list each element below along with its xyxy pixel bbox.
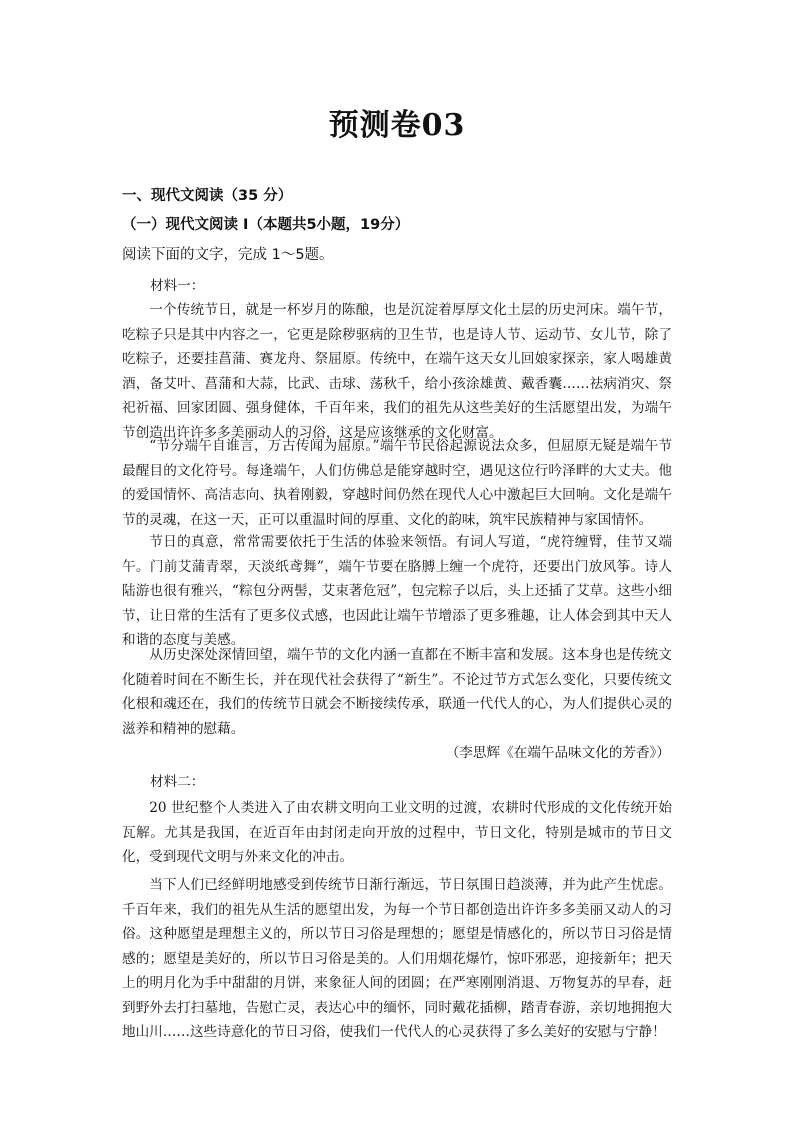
material-one-paragraph-3: 节日的真意，常常需要依托于生活的体验来领悟。有词人写道，“虎符缠臂，佳节又端午。门前艾蒲青翠，天淡纸鸢舞”，端午节要在胳膊上缠一个虎符，还要出门放风筝。诗人陆游也很有雅兴，“粽包分两髻，艾束著危冠”，包完粽子以后，头上还插了艾草。这些小细节，让日常的生活有了更多仪式感，也因此让端午节增添了更多雅趣，让人体会到其中天人和谐的态度与美感。 [122,534,672,648]
reading-instruction: 阅读下面的文字，完成 1～5题。 [122,247,334,263]
material-one-source: （李思辉《在端午品味文化的芳香》） [445,745,670,761]
page-title: 预测卷03 [328,108,466,143]
material-one-paragraph-2: “节分端午自谁言，万古传闻为屈原。”端午节民俗起源说法众多，但屈原无疑是端午节最醒目的文化符号。每逢端午，人们仿佛总是能穿越时空，遇见这位行吟泽畔的大丈夫。他的爱国情怀、高洁志向、执着刚毅，穿越时间仍然在现代人心中激起巨大回响。文化是端午节的灵魂，在这一天，正可以重温时间的厚重、文化的韵味，筑牢民族精神与家国情怀。 [122,438,672,528]
material-one-paragraph-1: 一个传统节日，就是一杯岁月的陈酿，也是沉淀着厚厚文化土层的历史河床。端午节，吃粽子只是其中内容之一，它更是除秽驱病的卫生节，也是诗人节、运动节、女儿节，除了吃粽子，还要挂菖蒲、赛龙舟、祭屈原。传统中，在端午这天女儿回娘家探亲，家人喝雄黄酒，备艾叶、菖蒲和大蒜，比武、击球、荡秋千，给小孩涂雄黄、戴香囊……祛病消灾、祭祀祈福、回家团圆、强身健体，千百年来，我们的祖先从这些美好的生活愿望出发，为端午节创造出许许多多美丽动人的习俗，这是应该继承的文化财富。 [122,302,672,441]
material-one-label: 材料一： [150,278,205,294]
material-two-paragraph-2: 当下人们已经鲜明地感受到传统节日渐行渐远，节日氛围日趋淡薄，并为此产生忧虑。千百年来，我们的祖先从生活的愿望出发，为每一个节日都创造出许许多多美丽又动人的习俗。这种愿望是理想主义的，所以节日习俗是理想的；愿望是情感化的，所以节日习俗是情感的；愿望是美好的，所以节日习俗是美的。人们用烟花爆竹，惊吓邪恶，迎接新年；把天上的明月化为手中甜甜的月饼，来象征人间的团圆；在严寒刚刚消退、万物复苏的早春，赶到野外去打扫墓地，告慰亡灵，表达心中的缅怀，同时戴花插柳，踏青春游，亲切地拥抱大地山川……这些诗意化的节日习俗，使我们一代代人的心灵获得了多么美好的安慰与宁静！ [122,877,672,1040]
subsection-heading: （一）现代文阅读 I（本题共5小题，19分） [122,217,410,233]
material-two-label: 材料二： [150,774,205,790]
material-two-paragraph-1: 20 世纪整个人类进入了由农耕文明向工业文明的过渡，农耕时代形成的文化传统开始瓦解。尤其是我国，在近百年由封闭走向开放的过程中，节日文化，特别是城市的节日文化，受到现代文明与外来文化的冲击。 [122,800,672,865]
material-one-paragraph-4: 从历史深处深情回望，端午节的文化内涵一直都在不断丰富和发展。这本身也是传统文化随着时间在不断生长，并在现代社会获得了“新生”。不论过节方式怎么变化，只要传统文化根和魂还在，我们的传统节日就会不断接续传承，联通一代代人的心，为人们提供心灵的滋养和精神的慰藉。 [122,647,672,737]
section-heading: 一、现代文阅读（35 分） [122,188,293,204]
